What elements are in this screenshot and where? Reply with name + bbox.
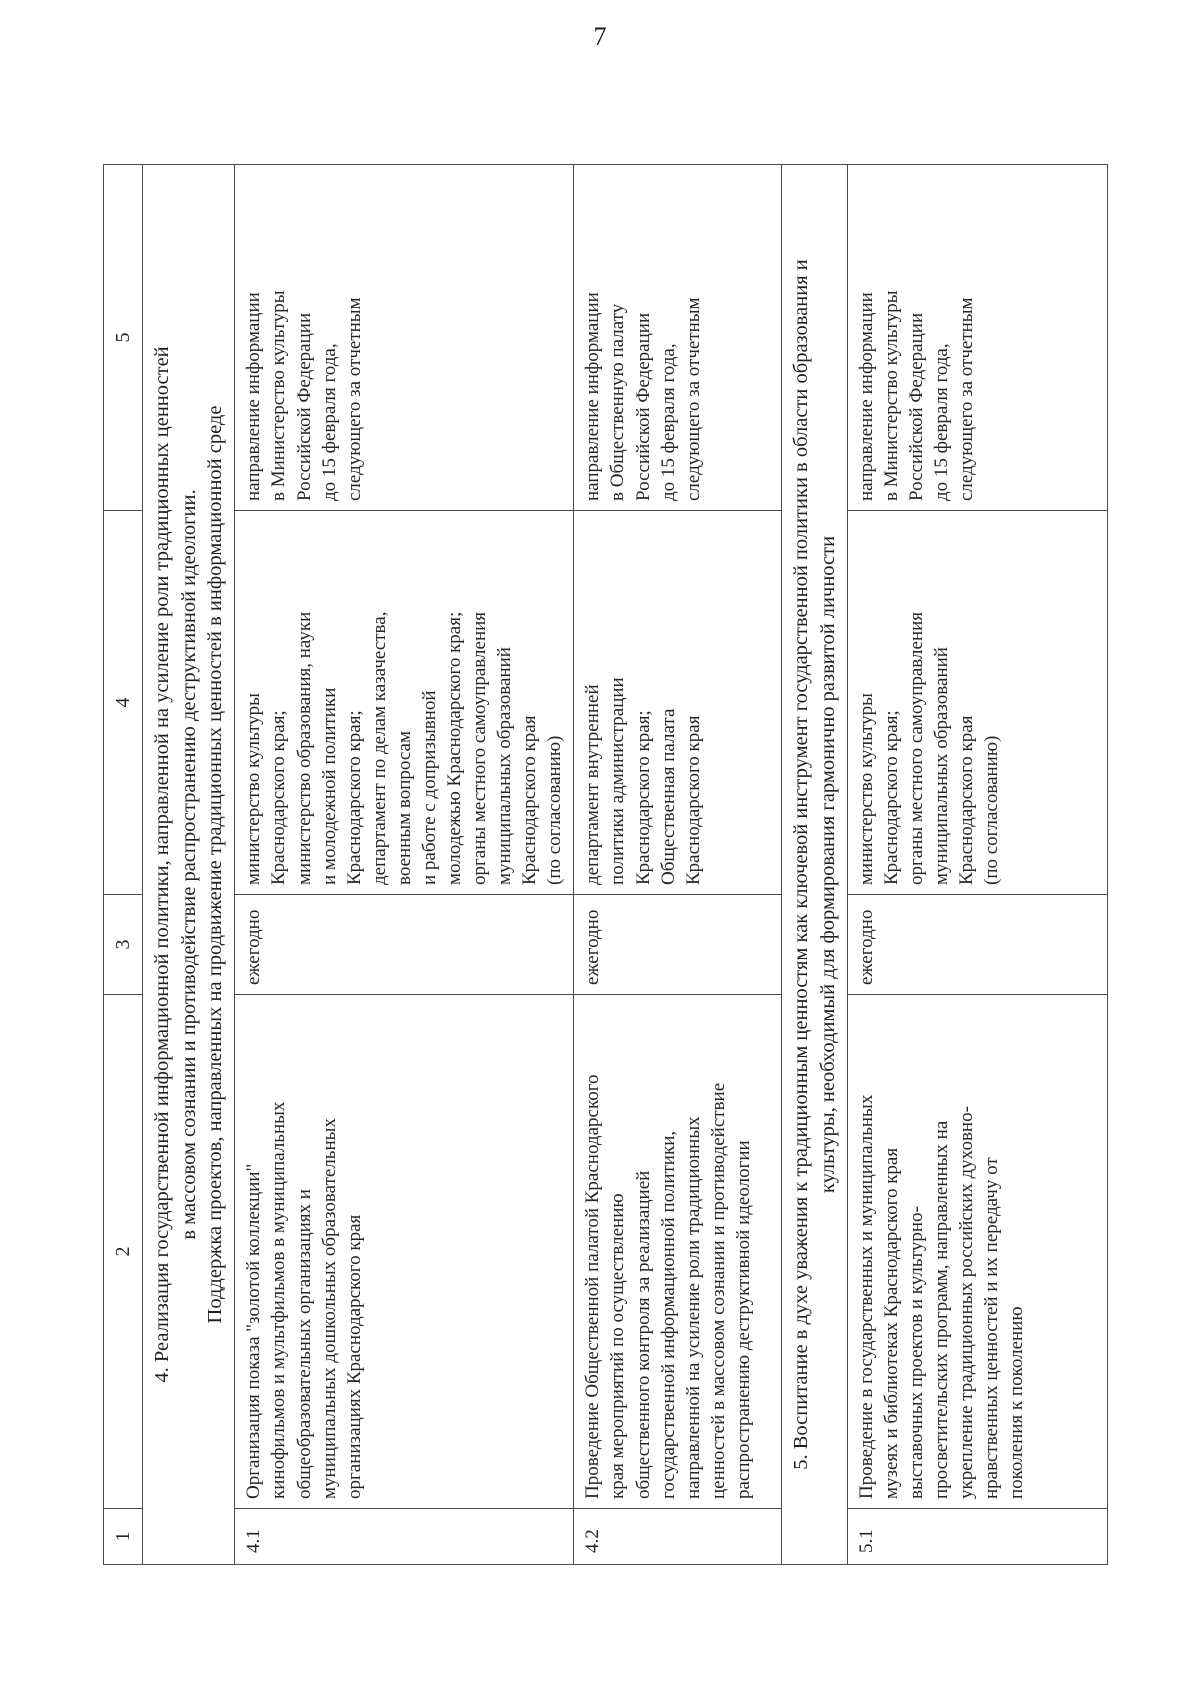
section-5-title: 5. Воспитание в духе уважения к традиционным ценностям как ключевой инструмент государственной политики в области образования и культуры, необходимый для формирования гармонично развитой личности (782, 165, 847, 1565)
header-col-3: 3 (104, 895, 143, 995)
header-row (104, 165, 143, 1565)
header-col-1: 1 (104, 1509, 143, 1565)
header-col-4: 4 (104, 511, 143, 895)
row-number: 4.2 (574, 1509, 782, 1565)
report-cell: направление информации в Министерство культуры Российской Федерации до 15 февраля года, следующего за отчетным (235, 165, 574, 511)
section-4-header-row (143, 165, 235, 1565)
row-number: 5.1 (847, 1509, 1107, 1565)
term-cell: ежегодно (574, 895, 782, 995)
section-4-title: 4. Реализация государственной информационной политики, направленной на усиление роли традиционных ценностей в массовом сознании и противодействие распространению деструктивной идеологии. Поддержка проектов, направленных на продвижение традиционных ценностей в информационной среде (143, 165, 235, 1565)
event-cell: Организация показа "золотой коллекции" кинофильмов и мультфильмов в муниципальных общеобразовательных организациях и муниципальных дошкольных образовательных организациях Краснодарского края (235, 995, 574, 1509)
section-5-header-row (782, 165, 847, 1565)
term-cell: ежегодно (235, 895, 574, 995)
table-row (574, 165, 782, 1565)
executor-cell: департамент внутренней политики администрации Краснодарского края; Общественная палата Краснодарского края (574, 511, 782, 895)
plan-table (103, 164, 1108, 1565)
executor-cell: министерство культуры Краснодарского края; министерство образования, науки и молодежной политики Краснодарского края; департамент по делам казачества, военным вопросам и работе с допризывной молодежью Краснодарского края; органы местного самоуправления муниципальных образований Краснодарского края (по согласованию) (235, 511, 574, 895)
executor-cell: министерство культуры Краснодарского края; органы местного самоуправления муниципальных образований Краснодарского края (по согласованию) (847, 511, 1107, 895)
term-cell: ежегодно (847, 895, 1107, 995)
rotated-table-wrapper (103, 165, 1103, 1565)
event-cell: Проведение Общественной палатой Краснодарского края мероприятий по осуществлению общественного контроля за реализацией государственной информационной политики, направленной на усиление роли традиционных ценностей в массовом сознании и противодействие распространению деструктивной идеологии (574, 995, 782, 1509)
header-col-5: 5 (104, 165, 143, 511)
row-number: 4.1 (235, 1509, 574, 1565)
table-row (847, 165, 1107, 1565)
report-cell: направление информации в Министерство культуры Российской Федерации до 15 февраля года, следующего за отчетным (847, 165, 1107, 511)
table-row (235, 165, 574, 1565)
page-number: 7 (593, 22, 607, 51)
header-col-2: 2 (104, 995, 143, 1509)
event-cell: Проведение в государственных и муниципальных музеях и библиотеках Краснодарского края выставочных проектов и культурно- просветительских программ, направленных на укрепление традиционных российских духовно- нравственных ценностей и их передачу от поколения к поколению (847, 995, 1107, 1509)
report-cell: направление информации в Общественную палату Российской Федерации до 15 февраля года, следующего за отчетным (574, 165, 782, 511)
